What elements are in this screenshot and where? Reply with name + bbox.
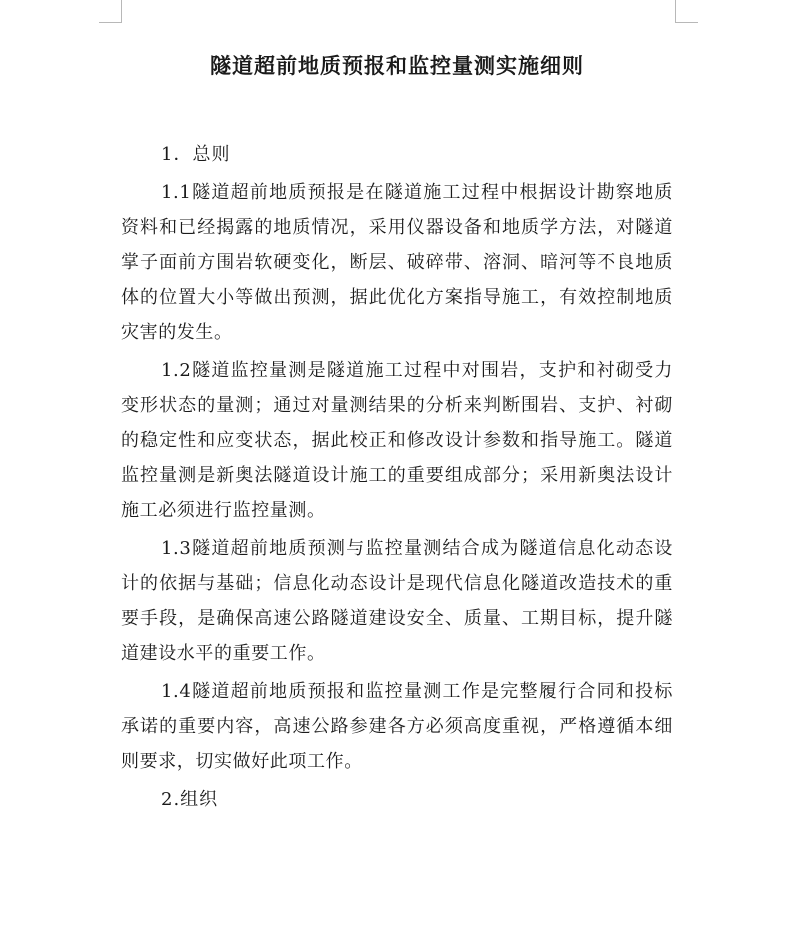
paragraph-1-4: 1.4隧道超前地质预报和监控量测工作是完整履行合同和投标承诺的重要内容，高速公路参建各方必须高度重视，严格遵循本细则要求，切实做好此项工作。: [121, 681, 673, 772]
page-corner-mark-top-left: [99, 0, 122, 23]
document-body: [121, 137, 673, 817]
document-title: 隧道超前地质预报和监控量测实施细则: [210, 53, 584, 78]
paragraph-1-1: 1.1隧道超前地质预报是在隧道施工过程中根据设计勘察地质资料和已经揭露的地质情况，采用仪器设备和地质学方法，对隧道掌子面前方围岩软硬变化，断层、破碎带、溶洞、暗河等不良地质体的位置大小等做出预测，据此优化方案指导施工，有效控制地质灾害的发生。: [121, 182, 673, 343]
paragraph-1-2: 1.2隧道监控量测是隧道施工过程中对围岩，支护和衬砌受力变形状态的量测；通过对量测结果的分析来判断围岩、支护、衬砌的稳定性和应变状态，据此校正和修改设计参数和指导施工。隧道监控量测是新奥法隧道设计施工的重要组成部分；采用新奥法设计施工必须进行监控量测。: [121, 360, 673, 521]
section-heading-general: 1．总则: [161, 144, 231, 165]
page-corner-mark-top-right: [675, 0, 698, 23]
section-heading-organization: 2.组织: [161, 789, 219, 810]
paragraph-1-3: 1.3隧道超前地质预测与监控量测结合成为隧道信息化动态设计的依据与基础；信息化动态设计是现代信息化隧道改造技术的重要手段，是确保高速公路隧道建设安全、质量、工期目标，提升隧道建设水平的重要工作。: [121, 538, 673, 664]
